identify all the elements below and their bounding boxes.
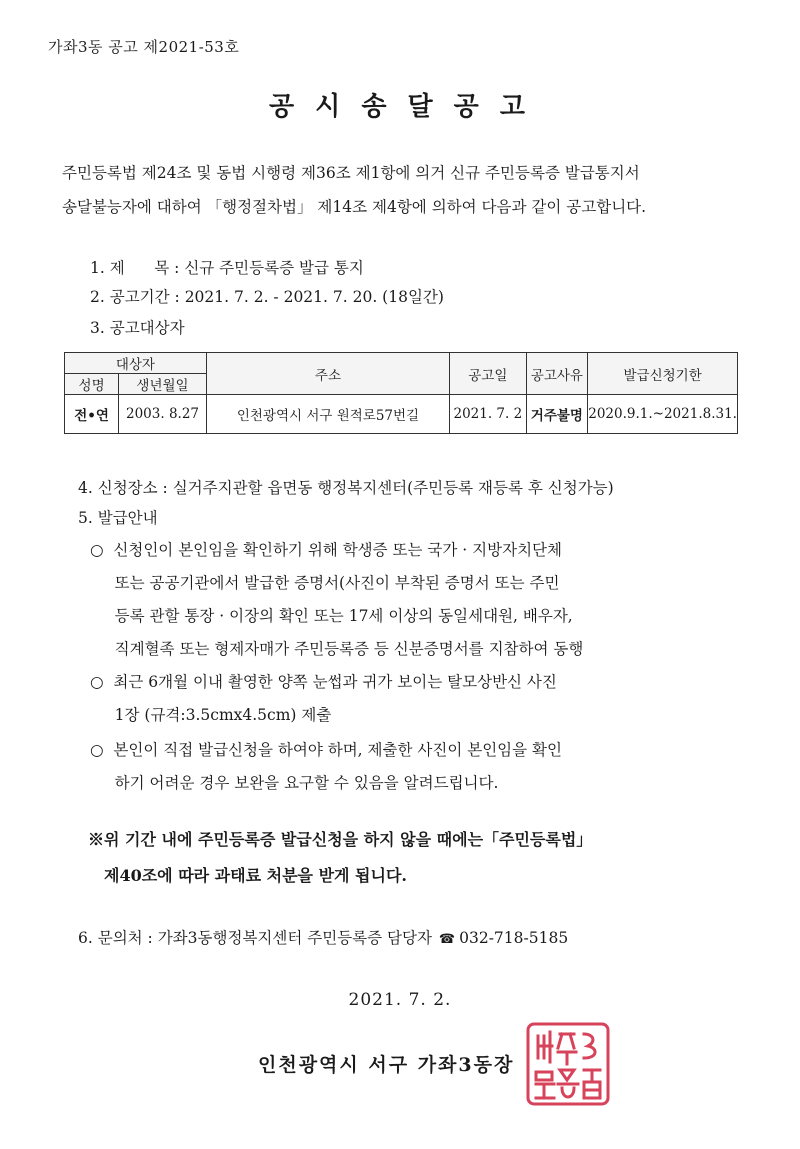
header-name: 성명 <box>65 374 119 395</box>
cell-name: 전•연 <box>65 395 119 434</box>
guide-bullet-3 <box>90 734 562 800</box>
target-table <box>64 352 738 434</box>
cell-birth: 2003. 8.27 <box>119 395 207 434</box>
guide-bullet-2-line: 1장 (규격:3.5cmx4.5cm) 제출 <box>90 706 332 724</box>
cell-reason: 거주불명 <box>526 395 588 434</box>
guide-bullet-2 <box>90 666 557 732</box>
contact-label: 6. 문의처 : 가좌3동행정복지센터 주민등록증 담당자 <box>78 929 437 947</box>
guide-bullet-1 <box>90 534 583 666</box>
contact-info <box>78 926 568 948</box>
table-header-row-1 <box>65 353 738 374</box>
guide-bullet-3-line: 하기 어려운 경우 보완을 요구할 수 있음을 알려드립니다. <box>90 774 499 792</box>
guide-bullet-1-line: 또는 공공기관에서 발급한 증명서(사진이 부착된 증명서 또는 주민 <box>90 574 560 592</box>
item-period-value: 2021. 7. 2. - 2021. 7. 20. (18일간) <box>184 288 444 306</box>
warning-line-1: ※위 기간 내에 주민등록증 발급신청을 하지 않을 때에는「주민등록법」 <box>88 830 593 849</box>
header-target: 대상자 <box>65 353 207 374</box>
guide-bullet-2-line: ○ 최근 6개월 이내 촬영한 양쪽 눈썹과 귀가 보이는 탈모상반신 사진 <box>90 673 557 691</box>
item-period <box>90 285 444 307</box>
item-issuance-guide-heading: 5. 발급안내 <box>78 509 158 527</box>
header-reason: 공고사유 <box>526 353 588 395</box>
header-deadline: 발급신청기한 <box>588 353 738 395</box>
contact-phone: 032-718-5185 <box>459 929 569 947</box>
guide-bullet-1-line: 등록 관할 통장 · 이장의 확인 또는 17세 이상의 동일세대원, 배우자, <box>90 607 573 625</box>
item-subject-label: 1. 제 목 : <box>90 259 185 277</box>
item-place-value: 실거주지관할 읍면동 행정복지센터(주민등록 재등록 후 신청가능) <box>172 479 614 497</box>
item-subject <box>90 256 364 278</box>
cell-notice-date: 2021. 7. 2 <box>450 395 526 434</box>
item-place-label: 4. 신청장소 : <box>78 479 173 497</box>
item-application-place <box>78 476 614 498</box>
header-birth: 생년월일 <box>119 374 207 395</box>
intro-paragraph <box>62 156 762 224</box>
guide-bullet-1-line: 직계혈족 또는 형제자매가 주민등록증 등 신분증명서를 지참하여 동행 <box>90 640 584 658</box>
cell-address: 인천광역시 서구 원적로57번길 <box>206 395 449 434</box>
item-subject-value: 신규 주민등록증 발급 통지 <box>184 259 364 277</box>
document-title: 공 시 송 달 공 고 <box>269 92 531 122</box>
item-period-label: 2. 공고기간 : <box>90 288 185 306</box>
issuer-name: 인천광역시 서구 가좌3동장 <box>258 1054 515 1076</box>
header-address: 주소 <box>206 353 449 395</box>
item-targets-heading: 3. 공고대상자 <box>90 319 185 337</box>
guide-bullet-1-line: ○ 신청인이 본인임을 확인하기 위해 학생증 또는 국가 · 지방자치단체 <box>90 541 562 559</box>
intro-line-2: 송달불능자에 대하여 「행정절차법」 제14조 제4항에 의하여 다음과 같이 공고합니다. <box>62 198 647 216</box>
cell-deadline: 2020.9.1.~2021.8.31. <box>588 395 738 434</box>
table-row <box>65 395 738 434</box>
document-number: 가좌3동 공고 제2021-53호 <box>48 38 240 56</box>
issue-date: 2021. 7. 2. <box>348 990 452 1010</box>
warning-line-2: 제40조에 따라 과태료 처분을 받게 됩니다. <box>104 866 407 885</box>
header-notice-date: 공고일 <box>450 353 526 395</box>
official-seal-icon <box>522 1018 614 1110</box>
intro-line-1: 주민등록법 제24조 및 동법 시행령 제36조 제1항에 의거 신규 주민등록증 발급통지서 <box>62 164 640 182</box>
phone-icon: ☎ <box>438 932 456 947</box>
guide-bullet-3-line: ○ 본인이 직접 발급신청을 하여야 하며, 제출한 사진이 본인임을 확인 <box>90 741 562 759</box>
penalty-warning <box>88 822 592 894</box>
